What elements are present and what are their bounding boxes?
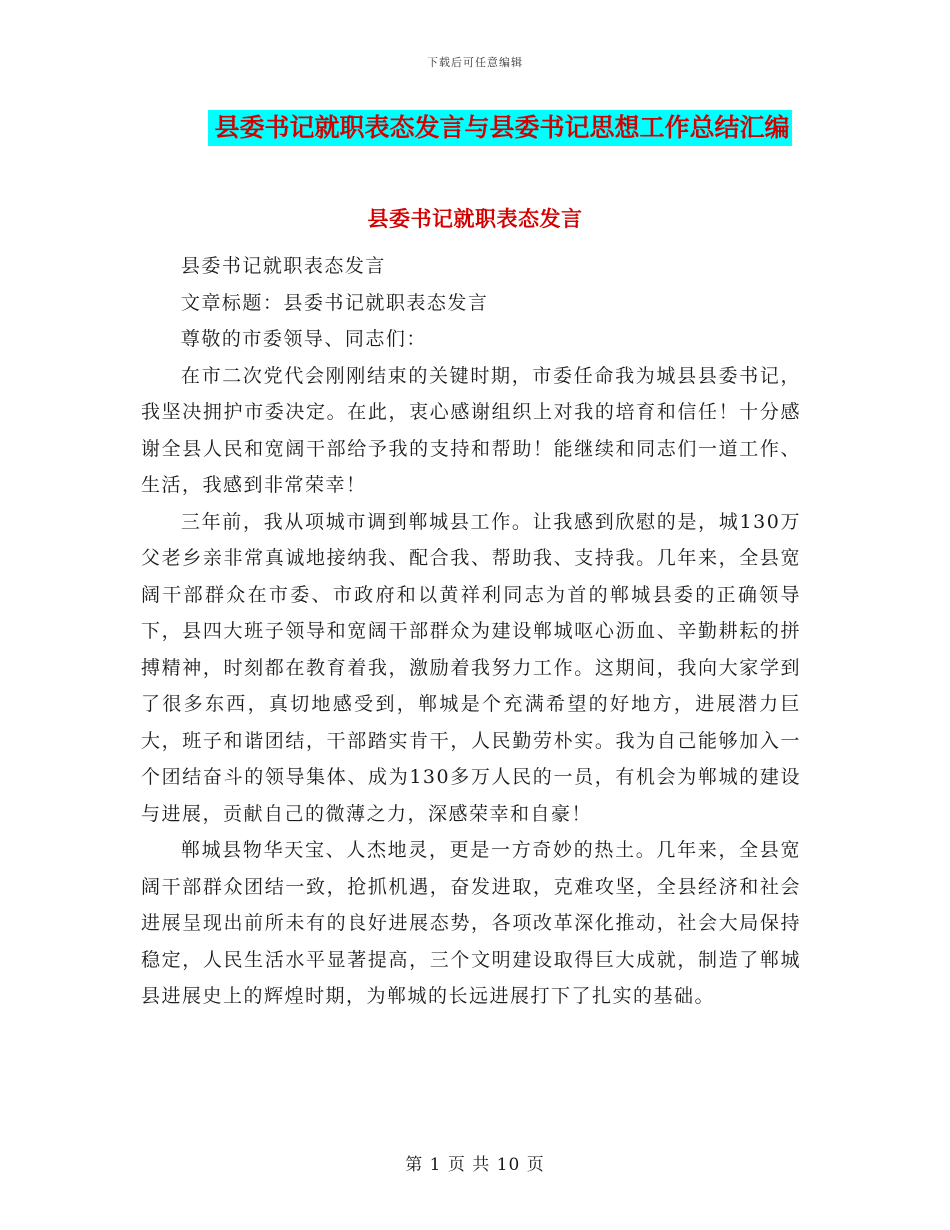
paragraph: 在市二次党代会刚刚结束的关键时期，市委任命我为城县县委书记，我坚决拥护市委决定。在此，衷心感谢组织上对我的培育和信任！十分感谢全县人民和宽阔干部给予我的支持和帮助！能继续和同志们一道工作、生活，我感到非常荣幸！	[141, 364, 801, 496]
page-footer: 第 1 页 共 10 页	[405, 1155, 545, 1175]
main-title-wrap	[0, 110, 950, 146]
document-body	[141, 248, 801, 1015]
paragraph: 三年前，我从项城市调到郸城县工作。让我感到欣慰的是，城130万父老乡亲非常真诚地接纳我、配合我、帮助我、支持我。几年来，全县宽阔干部群众在市委、市政府和以黄祥利同志为首的郸城县委的正确领导下，县四大班子领导和宽阔干部群众为建设郸城呕心沥血、辛勤耕耘的拼搏精神，时刻都在教育着我，激励着我努力工作。这期间，我向大家学到了很多东西，真切地感受到，郸城是个充满希望的好地方，进展潜力巨大，班子和谐团结，干部踏实肯干，人民勤劳朴实。我为自己能够加入一个团结奋斗的领导集体、成为130多万人民的一员，有机会为郸城的建设与进展，贡献自己的微薄之力，深感荣幸和自豪！	[141, 510, 801, 825]
paragraph: 尊敬的市委领导、同志们：	[180, 328, 427, 350]
header-note: 下载后可任意编辑	[427, 56, 523, 69]
paragraph: 郸城县物华天宝、人杰地灵，更是一方奇妙的热土。几年来，全县宽阔干部群众团结一致，抢抓机遇，奋发进取，克难攻坚，全县经济和社会进展呈现出前所未有的良好进展态势，各项改革深化推动，社会大局保持稳定，人民生活水平显著提高，三个文明建设取得巨大成就，制造了郸城县进展史上的辉煌时期，为郸城的长远进展打下了扎实的基础。	[141, 839, 801, 1007]
document-title: 县委书记就职表态发言与县委书记思想工作总结汇编	[208, 110, 791, 146]
section-title: 县委书记就职表态发言	[367, 206, 583, 231]
paragraph: 文章标题：县委书记就职表态发言	[180, 291, 489, 314]
paragraph: 县委书记就职表态发言	[180, 255, 386, 277]
